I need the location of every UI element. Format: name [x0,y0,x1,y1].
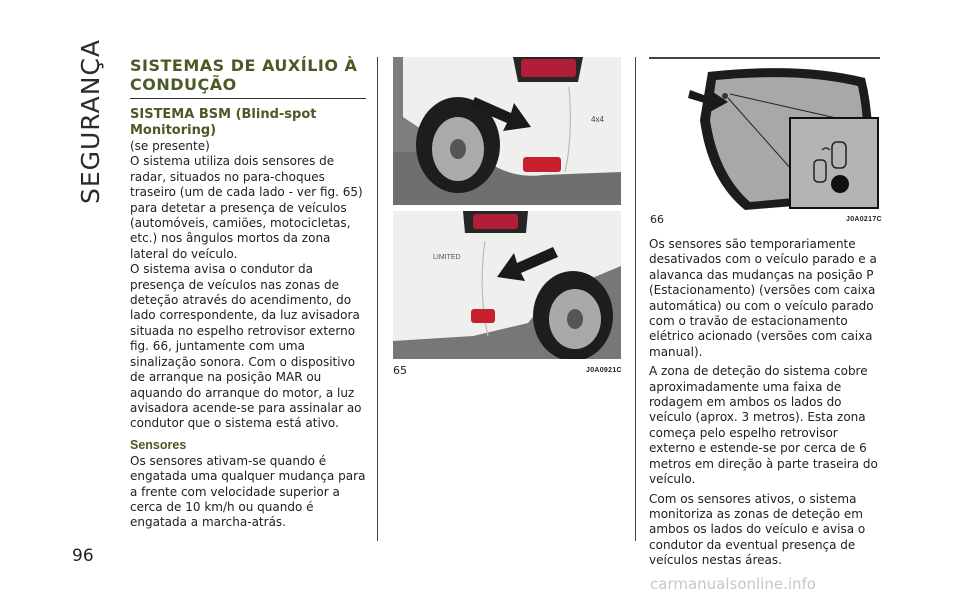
paragraph-monitoring: Com os sensores ativos, o sistema monitoriza as zonas de deteção em ambos os lados do veículo e avisa o condutor da eventual presença de veículos nestas áreas. [649,491,866,568]
svg-text:4x4: 4x4 [591,115,604,124]
fig66-code: J0A0217C [846,216,882,223]
fig65-photo-bottom [393,211,621,359]
sub-heading: SISTEMA BSM (Blind-spot Monitoring) [130,107,317,138]
paragraph-warning: O sistema avisa o condutor da presença de veículos nas zonas de deteção através do acendimento, do lado correspondente, da luz avisadora situada no espelho retrovisor externo fig. 66, juntamente com uma sinalização sonora. Com o dispositivo de arranque na posição MAR ou aquando do arranque do motor, a luz avisadora acende-se para assinalar ao condutor que o sistema está ativo. [130,262,362,431]
main-heading: SISTEMAS DE AUXÍLIO À CONDUÇÃO [130,56,366,99]
page-number: 96 [72,546,94,566]
column-divider-left [377,57,378,541]
column-divider-right [635,57,636,541]
figure66-top-rule [649,57,880,59]
paragraph-deactivation: Os sensores são temporariamente desativados com o veículo parado e a alavanca das mudanças na posição P (Estacionamento) (versões com caixa automática) ou com o veículo parado com o travão de estacionamento elétrico acionado (versões com caixa manual). [649,237,877,359]
fig65-code: J0A0921C [586,367,622,374]
car-rear-right-image [393,211,621,359]
car-rear-left-image [393,57,621,205]
sensors-heading: Sensores [130,437,187,452]
fig65-number: 65 [393,364,407,377]
fig65-photo-top [393,57,621,205]
watermark-footer: carmanualsonline.info [650,575,816,593]
svg-text:LIMITED: LIMITED [433,254,461,261]
side-mirror-image [650,60,880,212]
fig66-mirror-image [650,60,880,212]
fig66-number: 66 [650,213,664,226]
paragraph-radar-sensors: O sistema utiliza dois sensores de radar, situados no para-choques traseiro (um de cada lado - ver fig. 65) para detetar a presença de veículos (automóveis, camiões, motocicletas, etc.) nos ângulos mortos da zona lateral do veículo. [130,154,363,261]
paragraph-optional: (se presente) [130,139,210,153]
text-column-left [130,56,366,531]
text-column-right [649,237,881,569]
section-side-title: SEGURANÇA [76,38,106,204]
paragraph-sensors: Os sensores ativam-se quando é engatada uma qualquer mudança para a frente com velocidade superior a cerca de 10 km/h ou quando é engatada a marcha-atrás. [130,453,366,530]
paragraph-detection-zone: A zona de deteção do sistema cobre aproximadamente uma faixa de rodagem em ambos os lados do veículo (aprox. 3 metros). Esta zona começa pelo espelho retrovisor externo e estende-se por cerca de 6 metros em direção à parte traseira do veículo. [649,364,878,487]
